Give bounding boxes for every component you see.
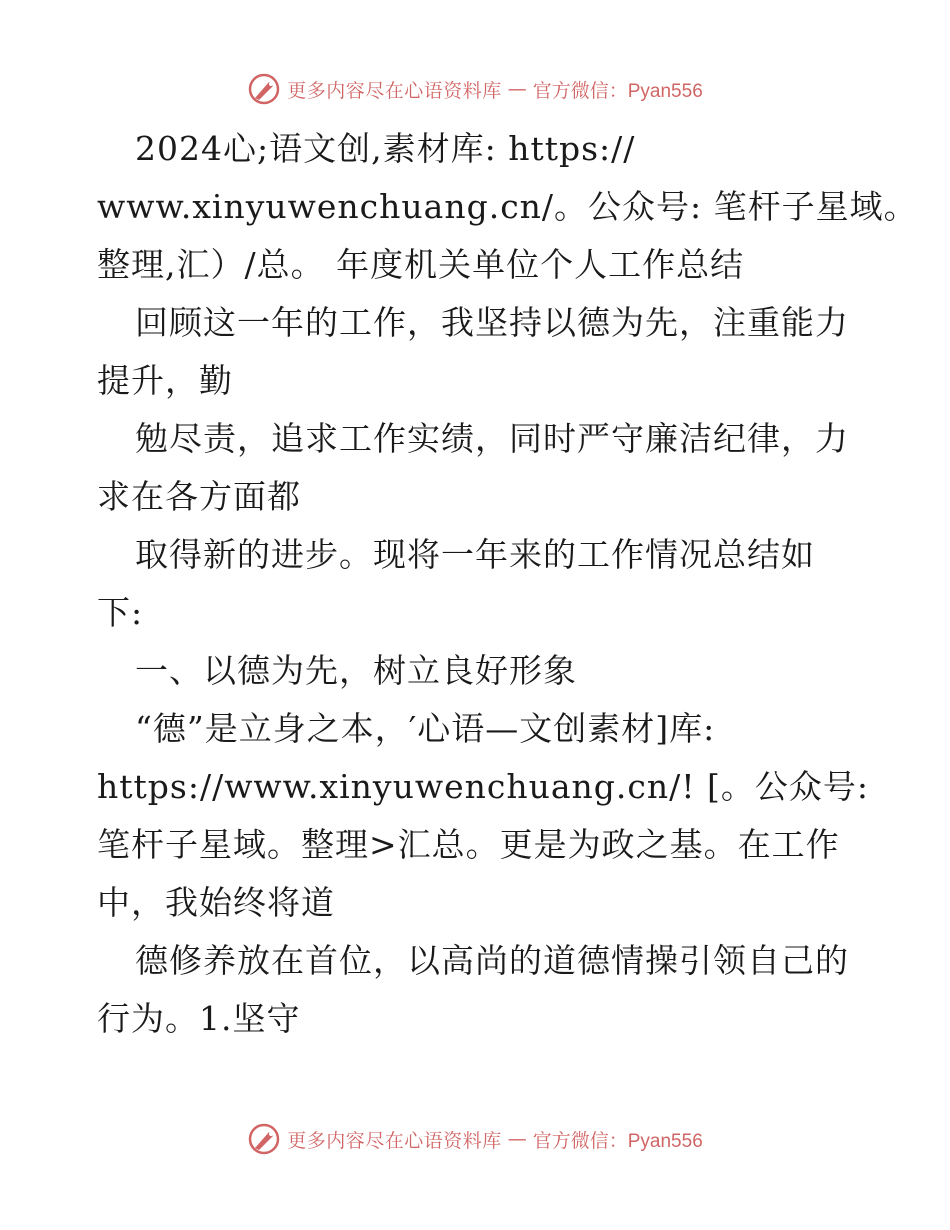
- pen-nib-logo-icon: [247, 72, 281, 106]
- footer-banner: [0, 1122, 950, 1156]
- text-line-2: www.xinyuwenchuang.cn/。公众号: 笔杆子星域。: [97, 187, 918, 226]
- text-line-1: 2024心;语文创,素材库: https://: [135, 129, 636, 168]
- section-heading-1: 一、以德为先，树立良好形象: [135, 651, 577, 690]
- footer-banner-contact: 官方微信：Pyan556: [532, 1130, 703, 1152]
- document-body: [97, 120, 918, 1048]
- text-line-7: 求在各方面都: [97, 477, 301, 516]
- header-banner-separator: —: [507, 78, 527, 100]
- text-line-8: 取得新的进步。现将一年来的工作情况总结如: [135, 535, 815, 574]
- text-line-6: 勉尽责，追求工作实绩，同时严守廉洁纪律，力: [135, 419, 849, 458]
- footer-banner-separator: —: [507, 1128, 527, 1150]
- text-line-16: 行为。1.坚守: [97, 999, 301, 1038]
- header-banner: [0, 72, 950, 106]
- text-line-15: 德修养放在首位，以高尚的道德情操引领自己的: [135, 941, 849, 980]
- text-line-14: 中，我始终将道: [97, 883, 335, 922]
- text-line-13: 笔杆子星域。整理>汇总。更是为政之基。在工作: [97, 825, 840, 864]
- header-banner-contact: 官方微信：Pyan556: [532, 80, 703, 102]
- footer-banner-text: 更多内容尽在心语资料库: [287, 1129, 502, 1152]
- text-line-11: “德”是立身之本，′心语—文创素材]库:: [135, 709, 716, 748]
- text-line-4: 回顾这一年的工作，我坚持以德为先，注重能力: [135, 303, 849, 342]
- header-banner-text: 更多内容尽在心语资料库: [287, 79, 502, 102]
- text-line-12: https://www.xinyuwenchuang.cn/! [。公众号:: [97, 767, 869, 806]
- text-line-5: 提升，勤: [97, 361, 233, 400]
- text-line-3: 整理,汇）/总。 年度机关单位个人工作总结: [97, 245, 745, 284]
- text-line-9: 下:: [97, 593, 144, 632]
- pen-nib-logo-icon: [247, 1122, 281, 1156]
